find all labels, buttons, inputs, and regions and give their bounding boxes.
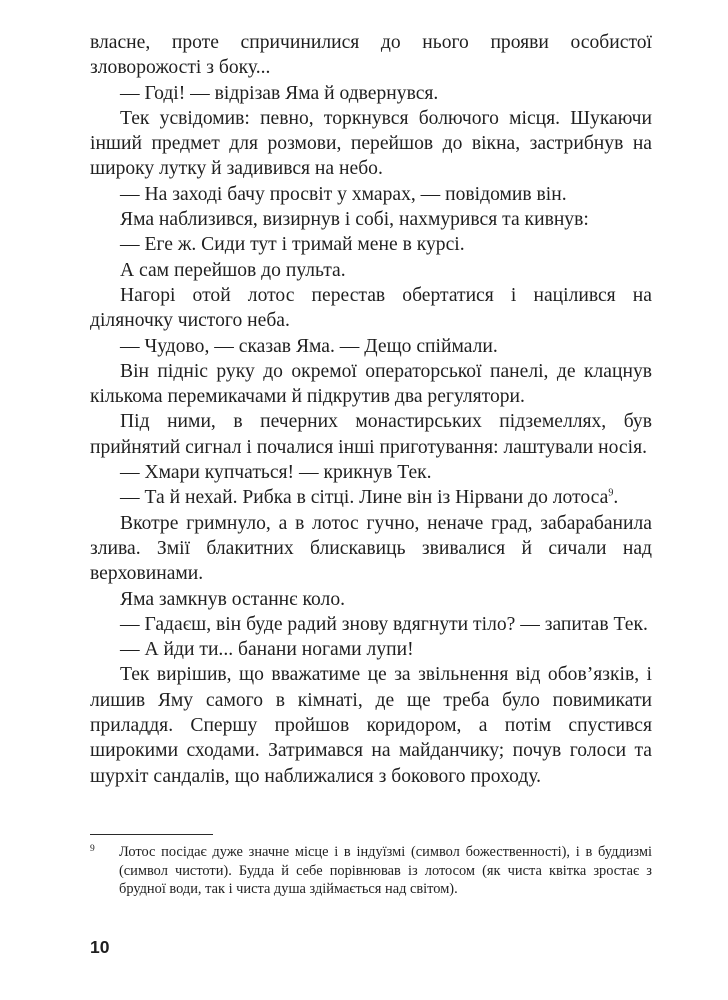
paragraph-with-footnote-ref (90, 485, 652, 510)
paragraph: Тек усвідомив: певно, торкнувся болючого місця. Шукаючи інший предмет для розмови, перейшов до вікна, застрибнув на широку лутку й задивився на небо. (90, 107, 652, 180)
paragraph: — Годі! — відрізав Яма й одвернувся. (120, 82, 439, 104)
paragraph: Нагорі отой лотос перестав обертатися і націлився на діляночку чистого неба. (90, 284, 652, 332)
paragraph: Він підніс руку до окремої операторської панелі, де клацнув кількома перемикачами й підкрутив два регулятори. (90, 360, 652, 408)
paragraph: — Хмари купчаться! — крикнув Тек. (120, 462, 432, 484)
paragraph: Яма замкнув останнє коло. (120, 588, 346, 610)
paragraph: — Еге ж. Сиди тут і тримай мене в курсі. (120, 234, 465, 256)
paragraph: А сам перейшов до пульта. (120, 259, 346, 281)
paragraph: Під ними, в печерних монастирських підземеллях, був прийнятий сигнал і почалися інші приготування: лаштували носія. (90, 411, 652, 458)
page-number: 10 (90, 937, 110, 957)
paragraph: Яма наблизився, визирнув і собі, нахмурився та кивнув: (120, 209, 589, 231)
paragraph: — А йди ти... банани ногами лупи! (120, 639, 414, 661)
footnote-reference: 9 (608, 487, 614, 499)
footnote-number: 9 (90, 844, 95, 854)
paragraph-end-punctuation: . (613, 487, 619, 509)
paragraph-text: — Та й нехай. Рибка в сітці. Лине він із Нірвани до лотоса (120, 487, 609, 509)
footnote-text: Лотос посідає дуже значне місце і в індуїзмі (символ божественності), і в буддизмі (символ чистоти). Будда й себе порівнював із лотосом (як чиста квітка зростає з брудної води, так і чиста душа здіймається над світом). (119, 844, 652, 897)
body-text (90, 30, 652, 789)
paragraph: — На заході бачу просвіт у хмарах, — повідомив він. (120, 183, 567, 205)
paragraph: Вкотре гримнуло, а в лотос гучно, неначе град, забарабанила злива. Змії блакитних блискавиць звивалися й сичали над верховинами. (90, 512, 652, 585)
paragraph: Тек вирішив, що вважатиме це за звільнення від обов’язків, і лишив Яму самого в кімнаті, де ще треба було повимикати приладдя. Спершу пройшов коридором, а потім спустився широкими сходами. Затримався на майданчику; почув голоси та шурхіт сандалів, що наближалися з бокового проходу. (90, 664, 652, 787)
footnote-divider (90, 834, 213, 835)
paragraph-continued: власне, проте спричинилися до нього прояви особистої зловорожості з боку... (90, 32, 652, 79)
footnote (90, 843, 652, 899)
paragraph: — Чудово, — сказав Яма. — Дещо спіймали. (120, 335, 498, 357)
paragraph: — Гадаєш, він буде радий знову вдягнути тіло? — запитав Тек. (120, 613, 648, 635)
